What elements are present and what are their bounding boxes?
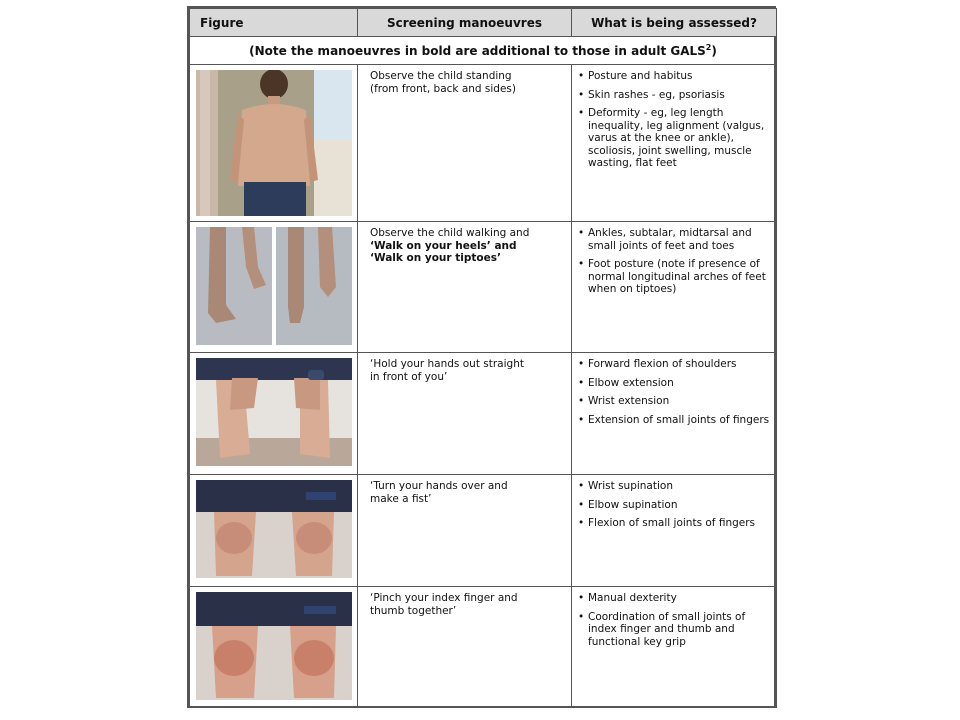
- assessed-cell: [572, 587, 777, 708]
- photo-hands-out-straight: [196, 358, 352, 466]
- assessed-cell: [572, 353, 777, 475]
- manoeuvre-cell: [358, 475, 572, 587]
- assessed-item: • Flexion of small joints of fingers: [578, 517, 770, 530]
- note-close: ): [711, 44, 717, 58]
- manoeuvre-line: ‘Turn your hands over and: [370, 480, 508, 492]
- manoeuvre-line: ‘Pinch your index finger and: [370, 592, 518, 604]
- manoeuvre-line: make a fist’: [370, 492, 432, 505]
- note-row: [190, 37, 777, 65]
- header-manoeuvres: Screening manoeuvres: [358, 9, 572, 37]
- assessed-item: • Foot posture (note if presence of normal longitudinal arches of feet when on tiptoes): [578, 258, 770, 296]
- header-figure: Figure: [190, 9, 358, 37]
- assessed-item: • Elbow supination: [578, 499, 770, 512]
- manoeuvre-line: Observe the child standing: [370, 70, 512, 82]
- figure-cell: [190, 475, 358, 587]
- manoeuvre-line-bold: ‘Walk on your heels’ and: [370, 239, 517, 252]
- table-row: [190, 475, 777, 587]
- figure-cell: [190, 222, 358, 353]
- manoeuvre-line: Observe the child walking and: [370, 227, 530, 239]
- figure-cell: [190, 587, 358, 708]
- assessed-cell: [572, 65, 777, 222]
- note-sup: 2: [705, 43, 712, 52]
- manoeuvre-line: (from front, back and sides): [370, 82, 516, 95]
- table-row: [190, 587, 777, 708]
- assessed-item: • Deformity - eg, leg length inequality, leg alignment (valgus, varus at the knee or ankle), scoliosis, joint swelling, muscle wasting, flat feet: [578, 107, 770, 170]
- assessed-item: • Forward flexion of shoulders: [578, 358, 770, 371]
- manoeuvre-line: thumb together’: [370, 604, 457, 617]
- header-row: [190, 9, 777, 37]
- table-row: [190, 353, 777, 475]
- note-cell: [190, 37, 777, 65]
- table-row: [190, 65, 777, 222]
- assessed-item: • Coordination of small joints of index finger and thumb and functional key grip: [578, 611, 770, 649]
- table-row: [190, 222, 777, 353]
- assessed-item: • Wrist extension: [578, 395, 770, 408]
- assessed-item: • Skin rashes - eg, psoriasis: [578, 89, 770, 102]
- header-assessed: What is being assessed?: [572, 9, 777, 37]
- note-text: (Note the manoeuvres in bold are additional to those in adult GALS: [249, 44, 706, 58]
- manoeuvre-cell: [358, 65, 572, 222]
- manoeuvre-line: in front of you’: [370, 370, 448, 383]
- assessed-item: • Extension of small joints of fingers: [578, 414, 770, 427]
- assessed-item: • Wrist supination: [578, 480, 770, 493]
- manoeuvre-cell: [358, 353, 572, 475]
- figure-cell: [190, 65, 358, 222]
- assessed-cell: [572, 475, 777, 587]
- photo-hands-fist: [196, 480, 352, 578]
- manoeuvre-line: ‘Hold your hands out straight: [370, 358, 524, 370]
- assessed-item: • Posture and habitus: [578, 70, 770, 83]
- photo-child-standing: [196, 70, 352, 216]
- manoeuvre-cell: [358, 222, 572, 353]
- assessed-cell: [572, 222, 777, 353]
- gals-table: [187, 6, 776, 708]
- manoeuvre-cell: [358, 587, 572, 708]
- photo-hands-pinch: [196, 592, 352, 700]
- photo-walking-heels-tiptoes: [196, 227, 352, 345]
- screening-table: [189, 8, 777, 708]
- assessed-item: • Manual dexterity: [578, 592, 770, 605]
- manoeuvre-line-bold: ‘Walk on your tiptoes’: [370, 252, 501, 264]
- assessed-item: • Ankles, subtalar, midtarsal and small joints of feet and toes: [578, 227, 770, 252]
- figure-cell: [190, 353, 358, 475]
- assessed-item: • Elbow extension: [578, 377, 770, 390]
